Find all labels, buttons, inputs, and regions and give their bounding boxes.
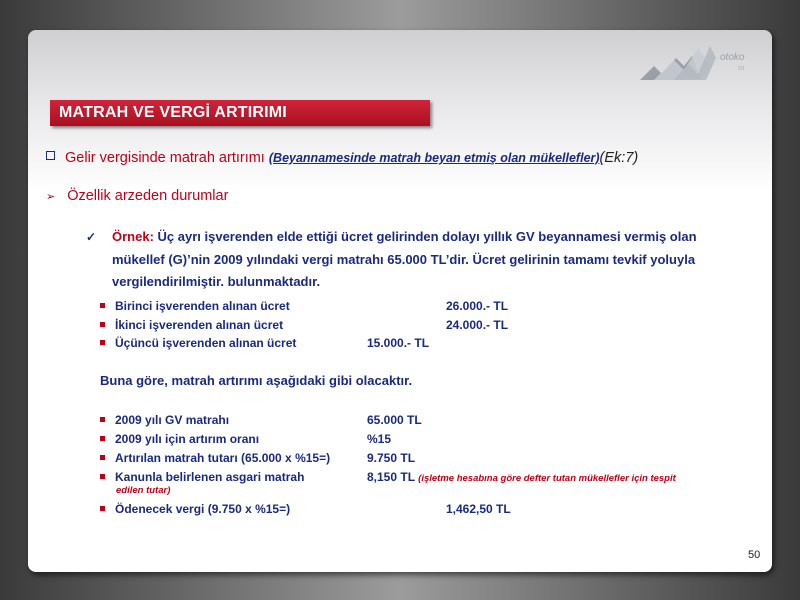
square-bullet-icon (100, 474, 105, 479)
square-bullet-icon (100, 436, 105, 441)
arrow-bullet-icon: ➢ (46, 191, 56, 203)
row-value: 9.750 TL (367, 451, 416, 465)
example-label: Örnek: (112, 229, 154, 244)
row-value: 26.000.- TL (446, 299, 509, 313)
bullet-text: Özellik arzeden durumlar (67, 188, 229, 204)
bullet-text: Gelir vergisinde matrah artırımı (65, 150, 265, 166)
bullet-gelir-vergisi (46, 150, 638, 166)
square-bullet-icon (100, 506, 105, 511)
slide (28, 30, 772, 572)
row-value: 8,150 TL (367, 470, 415, 484)
row-label: 2009 yılı için artırım oranı (115, 432, 260, 446)
row-note: (işletme hesabına göre defter tutan mükellefler için tespit (418, 473, 676, 484)
example-text: Üç ayrı işverenden elde ettiği ücret gelirinden dolayı yıllık GV beyannamesi vermiş olan mükellef (G)’nin 2009 yılındaki vergi matrahı 65.000 TL’dir. Ücret gelirinin tamamı tevkif yoluyla vergilendirilmiştir. bulunmaktadır. (112, 229, 697, 289)
row-label: 2009 yılı GV matrahı (115, 413, 230, 427)
square-bullet-icon (100, 303, 105, 308)
row-label: Ödenecek vergi (9.750 x %15=) (115, 502, 291, 516)
beyanname-link[interactable]: (Beyannamesinde matrah beyan etmiş olan mükellefler) (268, 151, 600, 165)
row-value: 24.000.- TL (446, 318, 509, 332)
row-value: 1,462,50 TL (446, 502, 511, 516)
row-label: Kanunla belirlenen asgari matrah (115, 470, 305, 484)
svg-text:ltd: ltd (738, 66, 745, 72)
square-bullet-icon (100, 417, 105, 422)
slide-title: MATRAH VE VERGİ ARTIRIMI (59, 104, 287, 121)
row-label: Birinci işverenden alınan ücret (115, 299, 290, 313)
company-logo-icon (640, 38, 770, 88)
row-value: %15 (367, 432, 392, 446)
row-label: Üçüncü işverenden alınan ücret (115, 336, 297, 350)
bullet-ozellik (46, 188, 228, 204)
square-bullet-icon (46, 151, 55, 160)
ek-reference: (Ek:7) (599, 150, 639, 166)
title-bar (50, 100, 430, 126)
row-label: Artırılan matrah tutarı (65.000 x %15=) (115, 451, 331, 465)
square-bullet-icon (100, 322, 105, 327)
summary-sentence: Buna göre, matrah artırımı aşağıdaki gibi olacaktır. (100, 373, 413, 388)
example-paragraph (86, 226, 746, 294)
square-bullet-icon (100, 340, 105, 345)
svg-text:otoko: otoko (720, 52, 745, 63)
square-bullet-icon (100, 455, 105, 460)
page-number: 50 (748, 549, 761, 561)
checkmark-bullet-icon: ✓ (86, 230, 97, 244)
row-value: 15.000.- TL (367, 336, 430, 350)
row-note-continuation: edilen tutar) (116, 485, 171, 496)
row-value: 65.000 TL (367, 413, 422, 427)
row-label: İkinci işverenden alınan ücret (115, 318, 284, 332)
